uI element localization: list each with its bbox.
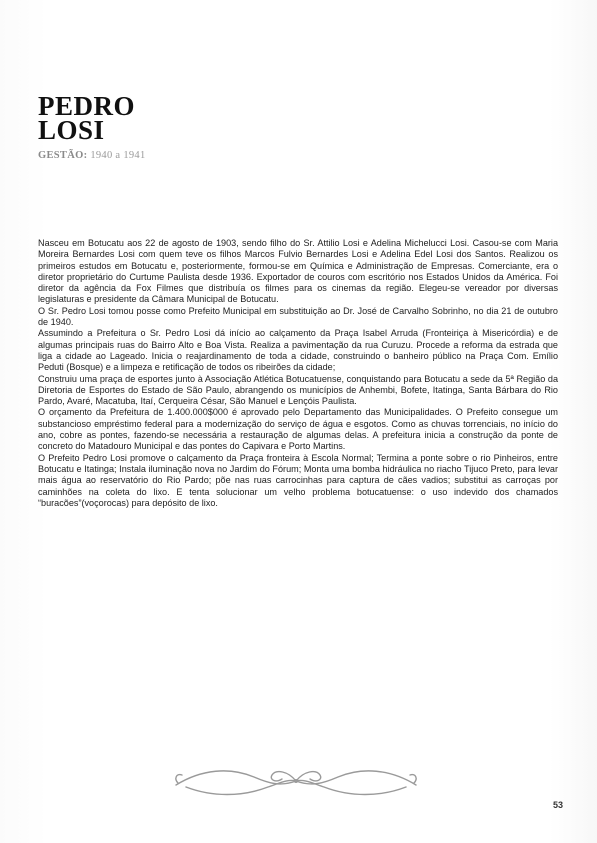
- term-subtitle: [38, 150, 146, 161]
- term-years: 1940 a 1941: [90, 150, 146, 161]
- paragraph: O Prefeito Pedro Losi promove o calçamento da Praça fronteira à Escola Normal; Termina a ponte sobre o rio Pinheiros, entre Botucatu e Itatinga; Instala iluminação nova no Jardim do Fórum; Monta uma bomba hidráulica no riacho Tijuco Preto, para levar mais água ao reservatório do Rio Pardo; põe nas ruas carrocinhas para captura de cães vadios; substitui as carroças por caminhões na coleta do lixo. E tenta solucionar um velho problema botucatuense: o uso indevido dos chamados “buracões”(voçorocas) para depósito de lixo.: [38, 452, 558, 508]
- title-line-last-name: LOSI: [38, 115, 105, 145]
- paragraph: Assumindo a Prefeitura o Sr. Pedro Losi dá início ao calçamento da Praça Isabel Arruda (Fronteiriça à Misericórdia) e de algumas principais ruas do Bairro Alto e Boa Vista. Realiza a pavimentação da rua Curuzu. Procede a reforma da estrada que liga a cidade ao Lageado. Inicia o reajardinamento de toda a cidade, construindo o banheiro público na Praça Com. Emílio Peduti (Bosque) e a limpeza e retificação de todos os ribeirões da cidade;: [38, 328, 558, 373]
- page-title: [38, 91, 135, 145]
- biography-text: [38, 238, 558, 509]
- page-number: 53: [553, 800, 564, 810]
- term-label: GESTÃO:: [38, 150, 88, 161]
- paragraph: O orçamento da Prefeitura de 1.400.000$000 é aprovado pelo Departamento das Municipalidades. O Prefeito consegue um substancioso empréstimo federal para a modernização do serviço de água e esgotos. Como as chuvas torrenciais, no início do ano, cobre as pontes, fazendo-se necessária a restauração de algumas delas. A prefeitura inicia a construção da ponte de concreto do Matadouro Municipal e das pontes do Capivara e Porto Martins.: [38, 407, 558, 452]
- paragraph: Nasceu em Botucatu aos 22 de agosto de 1903, sendo filho do Sr. Attilio Losi e Adelina Michelucci Losi. Casou-se com Maria Moreira Bernardes Losi com quem teve os filhos Marcos Fulvio Bernardes Losi e Adelina Edel Losi dos Santos. Realizou os primeiros estudos em Botucatu e, posteriormente, formou-se em Química e Administração de Empresas. Comerciante, era o diretor proprietário do Curtume Paulista desde 1936. Exportador de couros com escritório nos Estados Unidos da América. Foi diretor da agência da Fox Filmes que distribuía os filmes para os cinemas da região. Elegeu-se vereador por diversas legislaturas e presidente da Câmara Municipal de Botucatu.: [38, 238, 558, 305]
- paragraph: Construiu uma praça de esportes junto à Associação Atlética Botucatuense, conquistando para Botucatu a sede da 5ª Região da Diretoria de Esportes do Estado de São Paulo, abrangendo os municípios de Anhembi, Bofete, Itatinga, Santa Bárbara do Rio Pardo, Avaré, Macatuba, Itaí, Cerqueira César, São Manuel e Lençóis Paulista.: [38, 373, 558, 407]
- flourish-ornament-icon: [172, 761, 420, 801]
- paragraph: O Sr. Pedro Losi tomou posse como Prefeito Municipal em substituição ao Dr. José de Carvalho Sobrinho, no dia 21 de outubro de 1940.: [38, 305, 558, 328]
- title-line-first-name: PEDRO: [38, 91, 135, 121]
